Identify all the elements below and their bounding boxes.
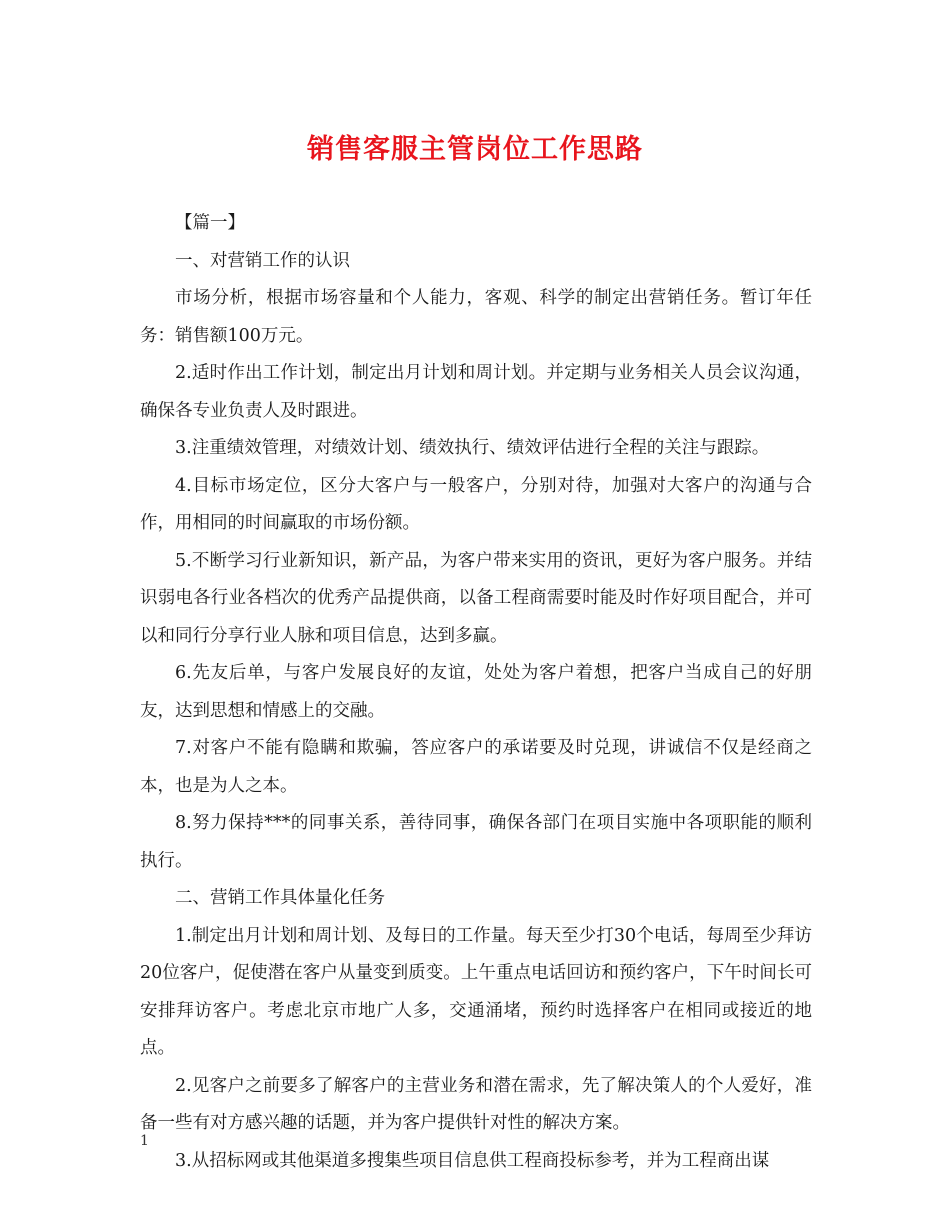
body-paragraph: 4.目标市场定位，区分大客户与一般客户，分别对待，加强对大客户的沟通与合作，用相同的时间赢取的市场份额。 <box>140 475 812 533</box>
document-body <box>140 205 812 1180</box>
body-paragraph: 2.适时作出工作计划，制定出月计划和周计划。并定期与业务相关人员会议沟通，确保各专业负责人及时跟进。 <box>140 363 812 421</box>
body-paragraph: 市场分析，根据市场容量和个人能力，客观、科学的制定出营销任务。暂订年任务：销售额100万元。 <box>140 288 812 346</box>
document-title: 销售客服主管岗位工作思路 <box>307 134 643 165</box>
body-paragraph: 8.努力保持***的同事关系，善待同事，确保各部门在项目实施中各项职能的顺利执行。 <box>140 813 812 871</box>
body-paragraph: 5.不断学习行业新知识，新产品，为客户带来实用的资讯，更好为客户服务。并结识弱电各行业各档次的优秀产品提供商，以备工程商需要时能及时作好项目配合，并可以和同行分享行业人脉和项目信息，达到多赢。 <box>140 550 812 646</box>
body-paragraph: 1.制定出月计划和周计划、及每日的工作量。每天至少打30个电话，每周至少拜访20位客户，促使潜在客户从量变到质变。上午重点电话回访和预约客户，下午时间长可安排拜访客户。考虑北京市地广人多，交通涌堵，预约时选择客户在相同或接近的地点。 <box>140 925 812 1058</box>
body-paragraph: 7.对客户不能有隐瞒和欺骗，答应客户的承诺要及时兑现，讲诚信不仅是经商之本，也是为人之本。 <box>140 738 812 796</box>
body-paragraph: 6.先友后单，与客户发展良好的友谊，处处为客户着想，把客户当成自己的好朋友，达到思想和情感上的交融。 <box>140 663 812 721</box>
section-label: 【篇一】 <box>175 213 245 233</box>
section-heading: 二、营销工作具体量化任务 <box>175 888 385 908</box>
body-paragraph: 3.注重绩效管理，对绩效计划、绩效执行、绩效评估进行全程的关注与跟踪。 <box>175 438 770 458</box>
page-number: 1 <box>140 1133 149 1149</box>
body-paragraph: 3.从招标网或其他渠道多搜集些项目信息供工程商投标参考，并为工程商出谋 <box>175 1150 770 1171</box>
section-heading: 一、对营销工作的认识 <box>175 250 350 271</box>
body-paragraph: 2.见客户之前要多了解客户的主营业务和潜在需求，先了解决策人的个人爱好，准备一些有对方感兴趣的话题，并为客户提供针对性的解决方案。 <box>140 1075 812 1133</box>
